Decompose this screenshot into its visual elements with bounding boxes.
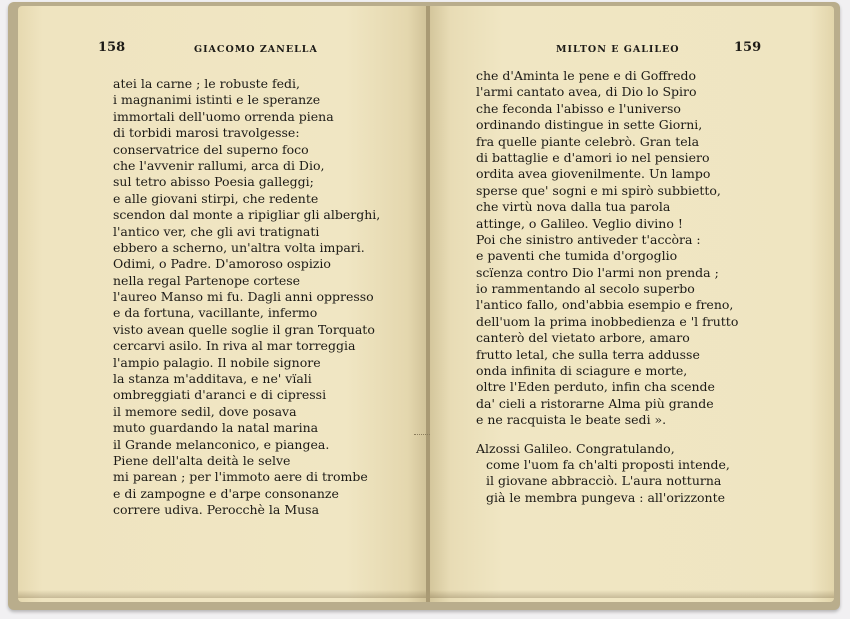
poem-line: di torbidi marosi travolgesse: — [113, 125, 300, 141]
poem-line: l'aureo Manso mi fu. Dagli anni oppresso — [113, 289, 374, 305]
poem-line: ordinando distingue in sette Giorni, — [476, 117, 703, 133]
poem-line: sul tetro abisso Poesia galleggi; — [113, 174, 314, 190]
poem-line: oltre l'Eden perduto, infin cha scende — [476, 379, 715, 395]
poem-line: correre udiva. Perocchè la Musa — [113, 502, 320, 518]
poem-line: immortali dell'uomo orrenda piena — [113, 108, 334, 124]
poem-line: muto guardando la natal marina — [113, 420, 319, 436]
poem-line: il Grande melanconico, e piangea. — [113, 436, 330, 452]
poem-line: e di zampogne e d'arpe consonanze — [113, 485, 339, 501]
poem-line: il memore sedil, dove posava — [113, 403, 297, 419]
stanza-break — [476, 429, 738, 441]
open-book — [8, 2, 840, 610]
poem-line: e paventi che tumida d'orgoglio — [476, 248, 678, 264]
poem-line: l'antico fallo, ond'abbia esempio e freno, — [476, 297, 734, 313]
poem-line: che virtù nova dalla tua parola — [476, 199, 671, 215]
poem-line: di battaglie e d'amori io nel pensiero — [476, 149, 710, 165]
left-poem-text — [113, 76, 380, 519]
poem-line: come l'uom fa ch'alti proposti intende, — [486, 456, 730, 472]
poem-line: Alzossi Galileo. Congratulando, — [476, 440, 675, 456]
poem-line: dell'uom la prima inobbedienza e 'l frutto — [476, 313, 739, 329]
poem-line: scïenza contro Dio l'armi non prenda ; — [476, 264, 719, 280]
poem-line: atei la carne ; le robuste fedi, — [113, 76, 301, 91]
poem-line: e alle giovani stirpi, che redente — [113, 190, 319, 206]
poem-line: frutto letal, che sulla terra addusse — [476, 346, 700, 362]
left-page-number: 158 — [98, 40, 126, 55]
poem-line: Piene dell'alta deità le selve — [113, 452, 291, 468]
poem-line: Odimi, o Padre. D'amoroso ospizio — [113, 256, 331, 272]
poem-line: sperse que' sogni e mi spirò subbietto, — [476, 182, 721, 198]
poem-line: l'armi cantato avea, di Dio lo Spiro — [476, 84, 697, 100]
poem-line: ebbero a scherno, un'altra volta impari. — [113, 239, 365, 255]
poem-line: fra quelle piante celebrò. Gran tela — [476, 133, 700, 149]
poem-line: e da fortuna, vacillante, infermo — [113, 305, 318, 321]
poem-line: visto avean quelle soglie il gran Torquato — [113, 321, 375, 337]
poem-line: conservatrice del superno foco — [113, 141, 309, 157]
poem-line: che feconda l'abisso e l'universo — [476, 100, 681, 116]
poem-line: che d'Aminta le pene e di Goffredo — [476, 68, 697, 83]
poem-line: Poi che sinistro antiveder t'accòra : — [476, 231, 701, 247]
left-page-edge — [18, 590, 428, 598]
poem-line: già le membra pungeva : all'orizzonte — [486, 489, 726, 505]
right-running-head: MILTON E GALILEO — [556, 44, 680, 55]
left-running-head: GIACOMO ZANELLA — [194, 44, 318, 55]
poem-line: l'ampio palagio. Il nobile signore — [113, 354, 321, 370]
poem-line: ombreggiati d'aranci e di cipressi — [113, 387, 327, 403]
right-page — [430, 6, 834, 602]
poem-line: l'antico ver, che gli avi tratignati — [113, 223, 320, 239]
poem-line: mi parean ; per l'immoto aere di trombe — [113, 469, 368, 485]
right-page-edge — [430, 590, 834, 598]
poem-line: io rammentando al secolo superbo — [476, 281, 695, 297]
poem-line: e ne racquista le beate sedi ». — [476, 412, 667, 428]
poem-line: onda infinita di sciagure e morte, — [476, 363, 688, 379]
right-page-number: 159 — [734, 40, 762, 55]
poem-line: che l'avvenir rallumi, arca di Dio, — [113, 157, 325, 173]
poem-line: scendon dal monte a ripigliar gli alberghi, — [113, 207, 381, 223]
poem-line: attinge, o Galileo. Veglio divino ! — [476, 215, 683, 231]
poem-line: ordita avea giovenilmente. Un lampo — [476, 166, 711, 182]
poem-line: nella regal Partenope cortese — [113, 272, 301, 288]
poem-line: la stanza m'additava, e ne' vïali — [113, 371, 312, 387]
poem-line: da' cieli a ristorarne Alma più grande — [476, 395, 714, 411]
left-page — [18, 6, 428, 602]
poem-line: canterò del vietato arbore, amaro — [476, 330, 690, 346]
poem-line: i magnanimi istinti e le speranze — [113, 92, 321, 108]
poem-line: cercarvi asilo. In riva al mar torreggia — [113, 338, 356, 354]
right-poem-text — [476, 68, 738, 506]
poem-line: il giovane abbracciò. L'aura notturna — [486, 473, 722, 489]
